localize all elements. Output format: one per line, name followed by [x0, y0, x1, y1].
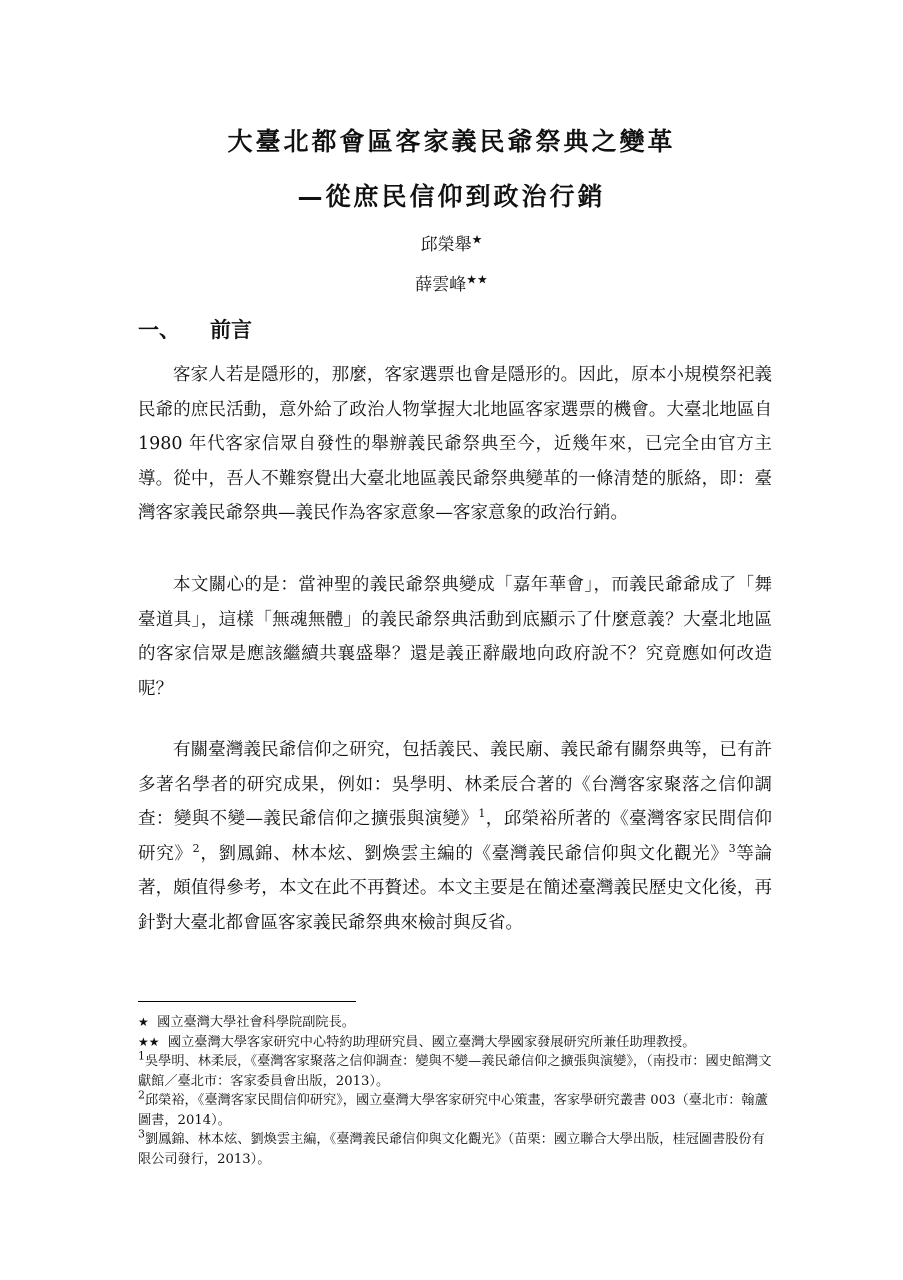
section-heading — [138, 314, 252, 344]
paragraph-segment: 有關臺灣義民爺信仰之研究，包括義民、義民廟、義民爺有關祭典等，已有許多著名學者的研究成果，例如：吳學明、林柔辰合著的《台灣客家聚落之信仰調查：變與不變—義民爺信仰之擴張與演變》 — [138, 740, 772, 830]
footnotes — [138, 1013, 772, 1169]
footnote-ref-3[interactable]: 3 — [728, 841, 736, 855]
footnote-star-2 — [138, 1033, 772, 1053]
author-2 — [0, 270, 903, 295]
footnote-mark: 3 — [138, 1127, 145, 1141]
section-title: 前言 — [210, 318, 252, 342]
paragraph-segment: 等論著，頗值得參考，本文在此不再贅述。本文主要是在簡述臺灣義民歷史文化後，再針對大臺北都會區客家義民爺祭典來檢討與反省。 — [138, 843, 773, 933]
footnote-text: 國立臺灣大學社會科學院副院長。 — [157, 1015, 355, 1030]
paragraph-text: 本文關心的是：當神聖的義民爺祭典變成「嘉年華會」，而義民爺爺成了「舞臺道具」，這樣「無魂無體」的義民爺祭典活動到底顯示了什麼意義？大臺北地區的客家信眾是應該繼續共襄盛舉？還是義正辭嚴地向政府說不？究竟應如何改造呢？ — [138, 575, 772, 699]
paragraph-segment: ，劉鳳錦、林本炫、劉煥雲主編的《臺灣義民爺信仰與文化觀光》 — [199, 843, 729, 864]
footnote-star-1 — [138, 1013, 772, 1033]
paper-subtitle: —從庶民信仰到政治行銷 — [297, 182, 606, 211]
paragraph-segment: ，邱榮裕所著的《臺灣客家民間信仰研究》 — [138, 809, 773, 864]
footnote-2 — [138, 1088, 772, 1130]
author-1 — [0, 230, 903, 255]
footnote-ref-1[interactable]: 1 — [478, 807, 486, 821]
footnote-mark: ★★ — [138, 1034, 160, 1049]
footnote-mark: 2 — [138, 1088, 145, 1102]
footnote-text: 吳學明、林柔辰，《臺灣客家聚落之信仰調查：變與不變—義民爺信仰之擴張與演變》，（南投市：國史館灣文獻館／臺北市：客家委員會出版，2013）。 — [138, 1054, 772, 1089]
footnote-mark: ★ — [138, 1015, 149, 1029]
footnote-text: 劉鳳錦、林本炫、劉煥雲主編，《臺灣義民爺信仰與文化觀光》（苗栗：國立聯合大學出版，桂冠圖書股份有限公司發行，2013）。 — [138, 1132, 765, 1167]
footnote-divider — [138, 1001, 356, 1002]
footnote-1 — [138, 1049, 772, 1091]
author-footnote-mark: ★★ — [466, 272, 488, 287]
paragraph-text — [138, 733, 772, 941]
footnote-3 — [138, 1127, 772, 1169]
paragraph-2 — [138, 568, 772, 706]
footnote-text: 邱榮裕，《臺灣客家民間信仰研究》，國立臺灣大學客家研究中心策畫，客家學研究叢書 003（臺北市：翰蘆圖書，2014）。 — [138, 1093, 768, 1128]
author-footnote-mark: ★ — [471, 232, 483, 247]
paper-title: 大臺北都會區客家義民爺祭典之變革 — [227, 127, 676, 156]
paragraph-text: 客家人若是隱形的，那麼，客家選票也會是隱形的。因此，原本小規模祭祀義民爺的庶民活動，意外給了政治人物掌握大北地區客家選票的機會。大臺北地區自 1980 年代客家信眾自發性的舉辦義民爺祭典至今，近幾年來，已完全由官方主導。從中，吾人不難察覺出大臺北地區義民爺祭典變革的一條清楚的脈絡，即：臺灣客家義民爺祭典—義民作為客家意象—客家意象的政治行銷。 — [138, 365, 772, 524]
footnote-ref-2[interactable]: 2 — [192, 841, 200, 855]
author-name: 薛雲峰 — [415, 275, 467, 295]
paragraph-3 — [138, 733, 772, 941]
section-number: 一、 — [138, 318, 180, 342]
footnote-text: 國立臺灣大學客家研究中心特約助理研究員、國立臺灣大學國家發展研究所兼任助理教授。 — [167, 1034, 696, 1050]
paragraph-1 — [138, 358, 772, 531]
author-name: 邱榮舉 — [420, 235, 472, 255]
footnote-mark: 1 — [138, 1049, 145, 1063]
